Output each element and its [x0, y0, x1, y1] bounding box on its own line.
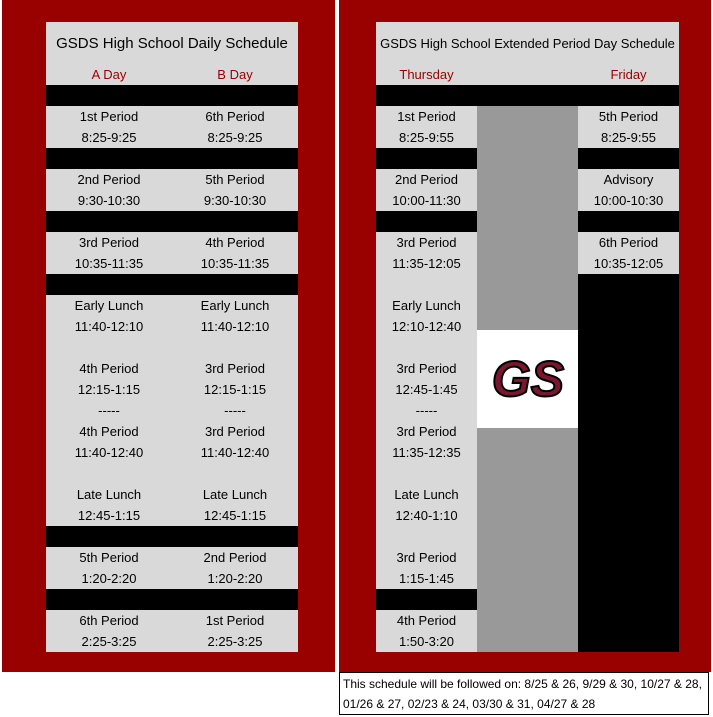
schedule-cell: 4th Period 11:40-12:40: [74, 424, 144, 460]
schedule-cell: Early Lunch 11:40-12:10: [200, 298, 270, 334]
schedule-cell: 3rd Period 11:35-12:05: [392, 235, 461, 271]
extended-schedule-card: [376, 22, 679, 652]
schedule-cell: 3rd Period 12:15-1:15: [203, 361, 267, 397]
schedule-cell: 5th Period 8:25-9:55: [598, 109, 659, 145]
thursday-column: [376, 85, 477, 652]
schedule-cell: 2nd Period 9:30-10:30: [77, 172, 141, 208]
b-day-header: B Day: [217, 67, 253, 82]
schedule-cell: 5th Period 1:20-2:20: [79, 550, 139, 586]
b-day-column: [172, 85, 298, 652]
friday-header: Friday: [610, 67, 647, 82]
daily-schedule-title: GSDS High School Daily Schedule: [56, 34, 288, 52]
schedule-cell: Advisory 10:00-10:30: [593, 172, 664, 208]
schedule-cell: Late Lunch 12:40-1:10: [394, 487, 459, 523]
gs-logo-text: GS: [491, 351, 564, 407]
gs-logo-icon: [479, 349, 577, 409]
extended-schedule-title: GSDS High School Extended Period Day Schedule: [380, 35, 675, 51]
schedule-cell: Late Lunch 12:45-1:15: [202, 487, 268, 523]
schedule-dates-note: This schedule will be followed on: 8/25 & 26, 9/29 & 30, 10/27 & 28, 01/26 & 27, 02/23 & 24, 03/30 & 31, 04/27 & 28: [339, 672, 709, 715]
schedule-cell: 3rd Period 10:35-11:35: [74, 235, 144, 271]
daily-schedule-panel: [2, 0, 335, 672]
schedule-cell: 6th Period 2:25-3:25: [79, 613, 139, 649]
daily-schedule-card: [46, 22, 298, 652]
schedule-cell: 3rd Period 12:45-1:45: [395, 361, 458, 397]
a-day-column: [46, 85, 172, 652]
schedule-cell: 6th Period 10:35-12:05: [593, 235, 664, 271]
schedule-cell: 4th Period 1:50-3:20: [396, 613, 457, 649]
schedule-cell: 1st Period 2:25-3:25: [205, 613, 265, 649]
schedule-cell: 4th Period 10:35-11:35: [200, 235, 270, 271]
separator-dashes: -----: [98, 403, 120, 418]
separator-dashes: -----: [415, 403, 438, 418]
schedule-cell: 6th Period 8:25-9:25: [205, 109, 265, 145]
schedule-cell: 1st Period 8:25-9:25: [79, 109, 139, 145]
friday-column: [578, 85, 679, 652]
schedule-cell: 2nd Period 10:00-11:30: [392, 172, 461, 208]
schedule-cell: 3rd Period 11:35-12:35: [392, 424, 461, 460]
schedule-cell: 5th Period 9:30-10:30: [203, 172, 267, 208]
extended-schedule-panel: [339, 0, 711, 672]
a-day-header: A Day: [91, 67, 127, 82]
thursday-header: Thursday: [399, 67, 454, 82]
schedule-cell: 1st Period 8:25-9:55: [397, 109, 456, 145]
separator-dashes: -----: [224, 403, 246, 418]
schedule-cell: 3rd Period 1:15-1:45: [396, 550, 457, 586]
schedule-cell: 3rd Period 11:40-12:40: [200, 424, 270, 460]
schedule-cell: 4th Period 12:15-1:15: [77, 361, 141, 397]
schedule-cell: Early Lunch 12:10-12:40: [391, 298, 462, 334]
schedule-cell: Late Lunch 12:45-1:15: [76, 487, 142, 523]
schedule-cell: 2nd Period 1:20-2:20: [203, 550, 267, 586]
gs-logo: [477, 330, 578, 428]
schedule-cell: Early Lunch 11:40-12:10: [74, 298, 144, 334]
